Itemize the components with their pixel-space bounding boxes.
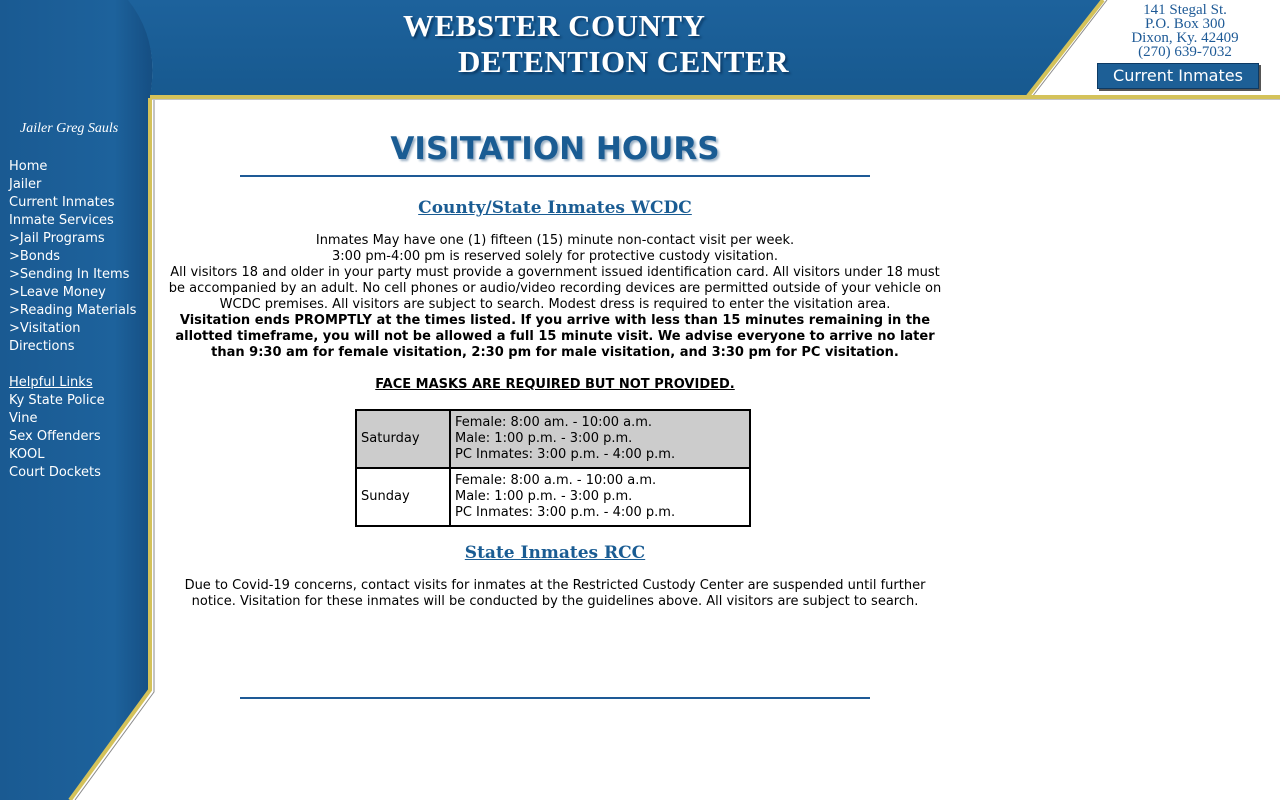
address-city: Dixon, Ky. 42409 bbox=[1131, 30, 1239, 46]
warning-line: than 9:30 am for female visitation, 2:30 pm for male visitation, and 3:30 pm for PC visitation. bbox=[211, 345, 899, 360]
site-title-line1: WEBSTER COUNTY bbox=[403, 8, 706, 43]
rule-line: be accompanied by an adult. No cell phones or audio/video recording devices are permitted outside of your vehicle on bbox=[168, 281, 942, 296]
nav-inmate-services[interactable]: Inmate Services bbox=[9, 213, 114, 228]
address-block bbox=[1100, 3, 1270, 59]
link-vine[interactable]: Vine bbox=[9, 411, 38, 426]
nav-sending-in-items[interactable]: >Sending In Items bbox=[9, 267, 130, 282]
rule-line: 3:00 pm-4:00 pm is reserved solely for protective custody visitation. bbox=[332, 249, 778, 264]
top-divider bbox=[240, 175, 870, 177]
visitation-rules bbox=[160, 233, 950, 361]
nav-jailer[interactable]: Jailer bbox=[9, 177, 42, 192]
link-kool[interactable]: KOOL bbox=[9, 447, 45, 462]
schedule-time-female: Female: 8:00 am. - 10:00 a.m. bbox=[455, 415, 653, 430]
schedule-times bbox=[450, 468, 750, 526]
table-row bbox=[356, 468, 750, 526]
schedule-times bbox=[450, 410, 750, 468]
nav-directions[interactable]: Directions bbox=[9, 339, 75, 354]
page-title: VISITATION HOURS bbox=[390, 131, 720, 167]
site-title-line2: DETENTION CENTER bbox=[458, 44, 789, 79]
link-sex-offenders[interactable]: Sex Offenders bbox=[9, 429, 101, 444]
schedule-time-female: Female: 8:00 a.m. - 10:00 a.m. bbox=[455, 473, 657, 488]
helpful-links-heading[interactable]: Helpful Links bbox=[9, 375, 93, 390]
table-row bbox=[356, 410, 750, 468]
nav-spacer bbox=[9, 356, 136, 374]
address-phone: (270) 639-7032 bbox=[1138, 44, 1232, 60]
rcc-section-title[interactable]: State Inmates RCC bbox=[464, 543, 646, 563]
schedule-time-male: Male: 1:00 p.m. - 3:00 p.m. bbox=[455, 431, 633, 446]
address-po-box: P.O. Box 300 bbox=[1144, 16, 1226, 32]
link-court-dockets[interactable]: Court Dockets bbox=[9, 465, 101, 480]
nav-leave-money[interactable]: >Leave Money bbox=[9, 285, 106, 300]
nav-jail-programs[interactable]: >Jail Programs bbox=[9, 231, 105, 246]
schedule-time-male: Male: 1:00 p.m. - 3:00 p.m. bbox=[455, 489, 633, 504]
warning-line: Visitation ends PROMPTLY at the times listed. If you arrive with less than 15 minutes remaining in the bbox=[179, 313, 931, 328]
schedule-time-pc: PC Inmates: 3:00 p.m. - 4:00 p.m. bbox=[455, 447, 676, 462]
header bbox=[0, 0, 1280, 100]
schedule-day: Saturday bbox=[356, 410, 450, 468]
nav-bonds[interactable]: >Bonds bbox=[9, 249, 61, 264]
rule-line: All visitors 18 and older in your party must provide a government issued identification card. All visitors under 18 must bbox=[170, 265, 940, 280]
sidebar bbox=[0, 0, 160, 800]
bottom-divider bbox=[240, 697, 870, 699]
address-street: 141 Stegal St. bbox=[1143, 2, 1227, 18]
rcc-line: Due to Covid-19 concerns, contact visits for inmates at the Restricted Custody Center are suspended until further bbox=[184, 578, 926, 593]
nav-reading-materials[interactable]: >Reading Materials bbox=[9, 303, 137, 318]
jailer-name: Jailer Greg Sauls bbox=[20, 121, 119, 136]
county-section-title[interactable]: County/State Inmates WCDC bbox=[418, 198, 692, 218]
nav-current-inmates[interactable]: Current Inmates bbox=[9, 195, 115, 210]
warning-line: allotted timeframe, you will not be allowed a full 15 minute visit. We advise everyone to arrive no later bbox=[175, 329, 935, 344]
mask-notice: FACE MASKS ARE REQUIRED BUT NOT PROVIDED. bbox=[375, 377, 735, 392]
current-inmates-button[interactable]: Current Inmates bbox=[1097, 63, 1259, 89]
rule-line: WCDC premises. All visitors are subject to search. Modest dress is required to enter the visitation area. bbox=[219, 297, 891, 312]
nav-home[interactable]: Home bbox=[9, 159, 48, 174]
nav-visitation[interactable]: >Visitation bbox=[9, 321, 81, 336]
rcc-line: notice. Visitation for these inmates will be conducted by the guidelines above. All visitors are subject to search. bbox=[191, 594, 919, 609]
rcc-notice bbox=[160, 578, 950, 610]
link-ky-state-police[interactable]: Ky State Police bbox=[9, 393, 105, 408]
rule-line: Inmates May have one (1) fifteen (15) minute non-contact visit per week. bbox=[315, 233, 795, 248]
schedule-day: Sunday bbox=[356, 468, 450, 526]
visitation-schedule-table bbox=[355, 409, 751, 527]
schedule-time-pc: PC Inmates: 3:00 p.m. - 4:00 p.m. bbox=[455, 505, 676, 520]
sidebar-nav bbox=[9, 158, 136, 482]
